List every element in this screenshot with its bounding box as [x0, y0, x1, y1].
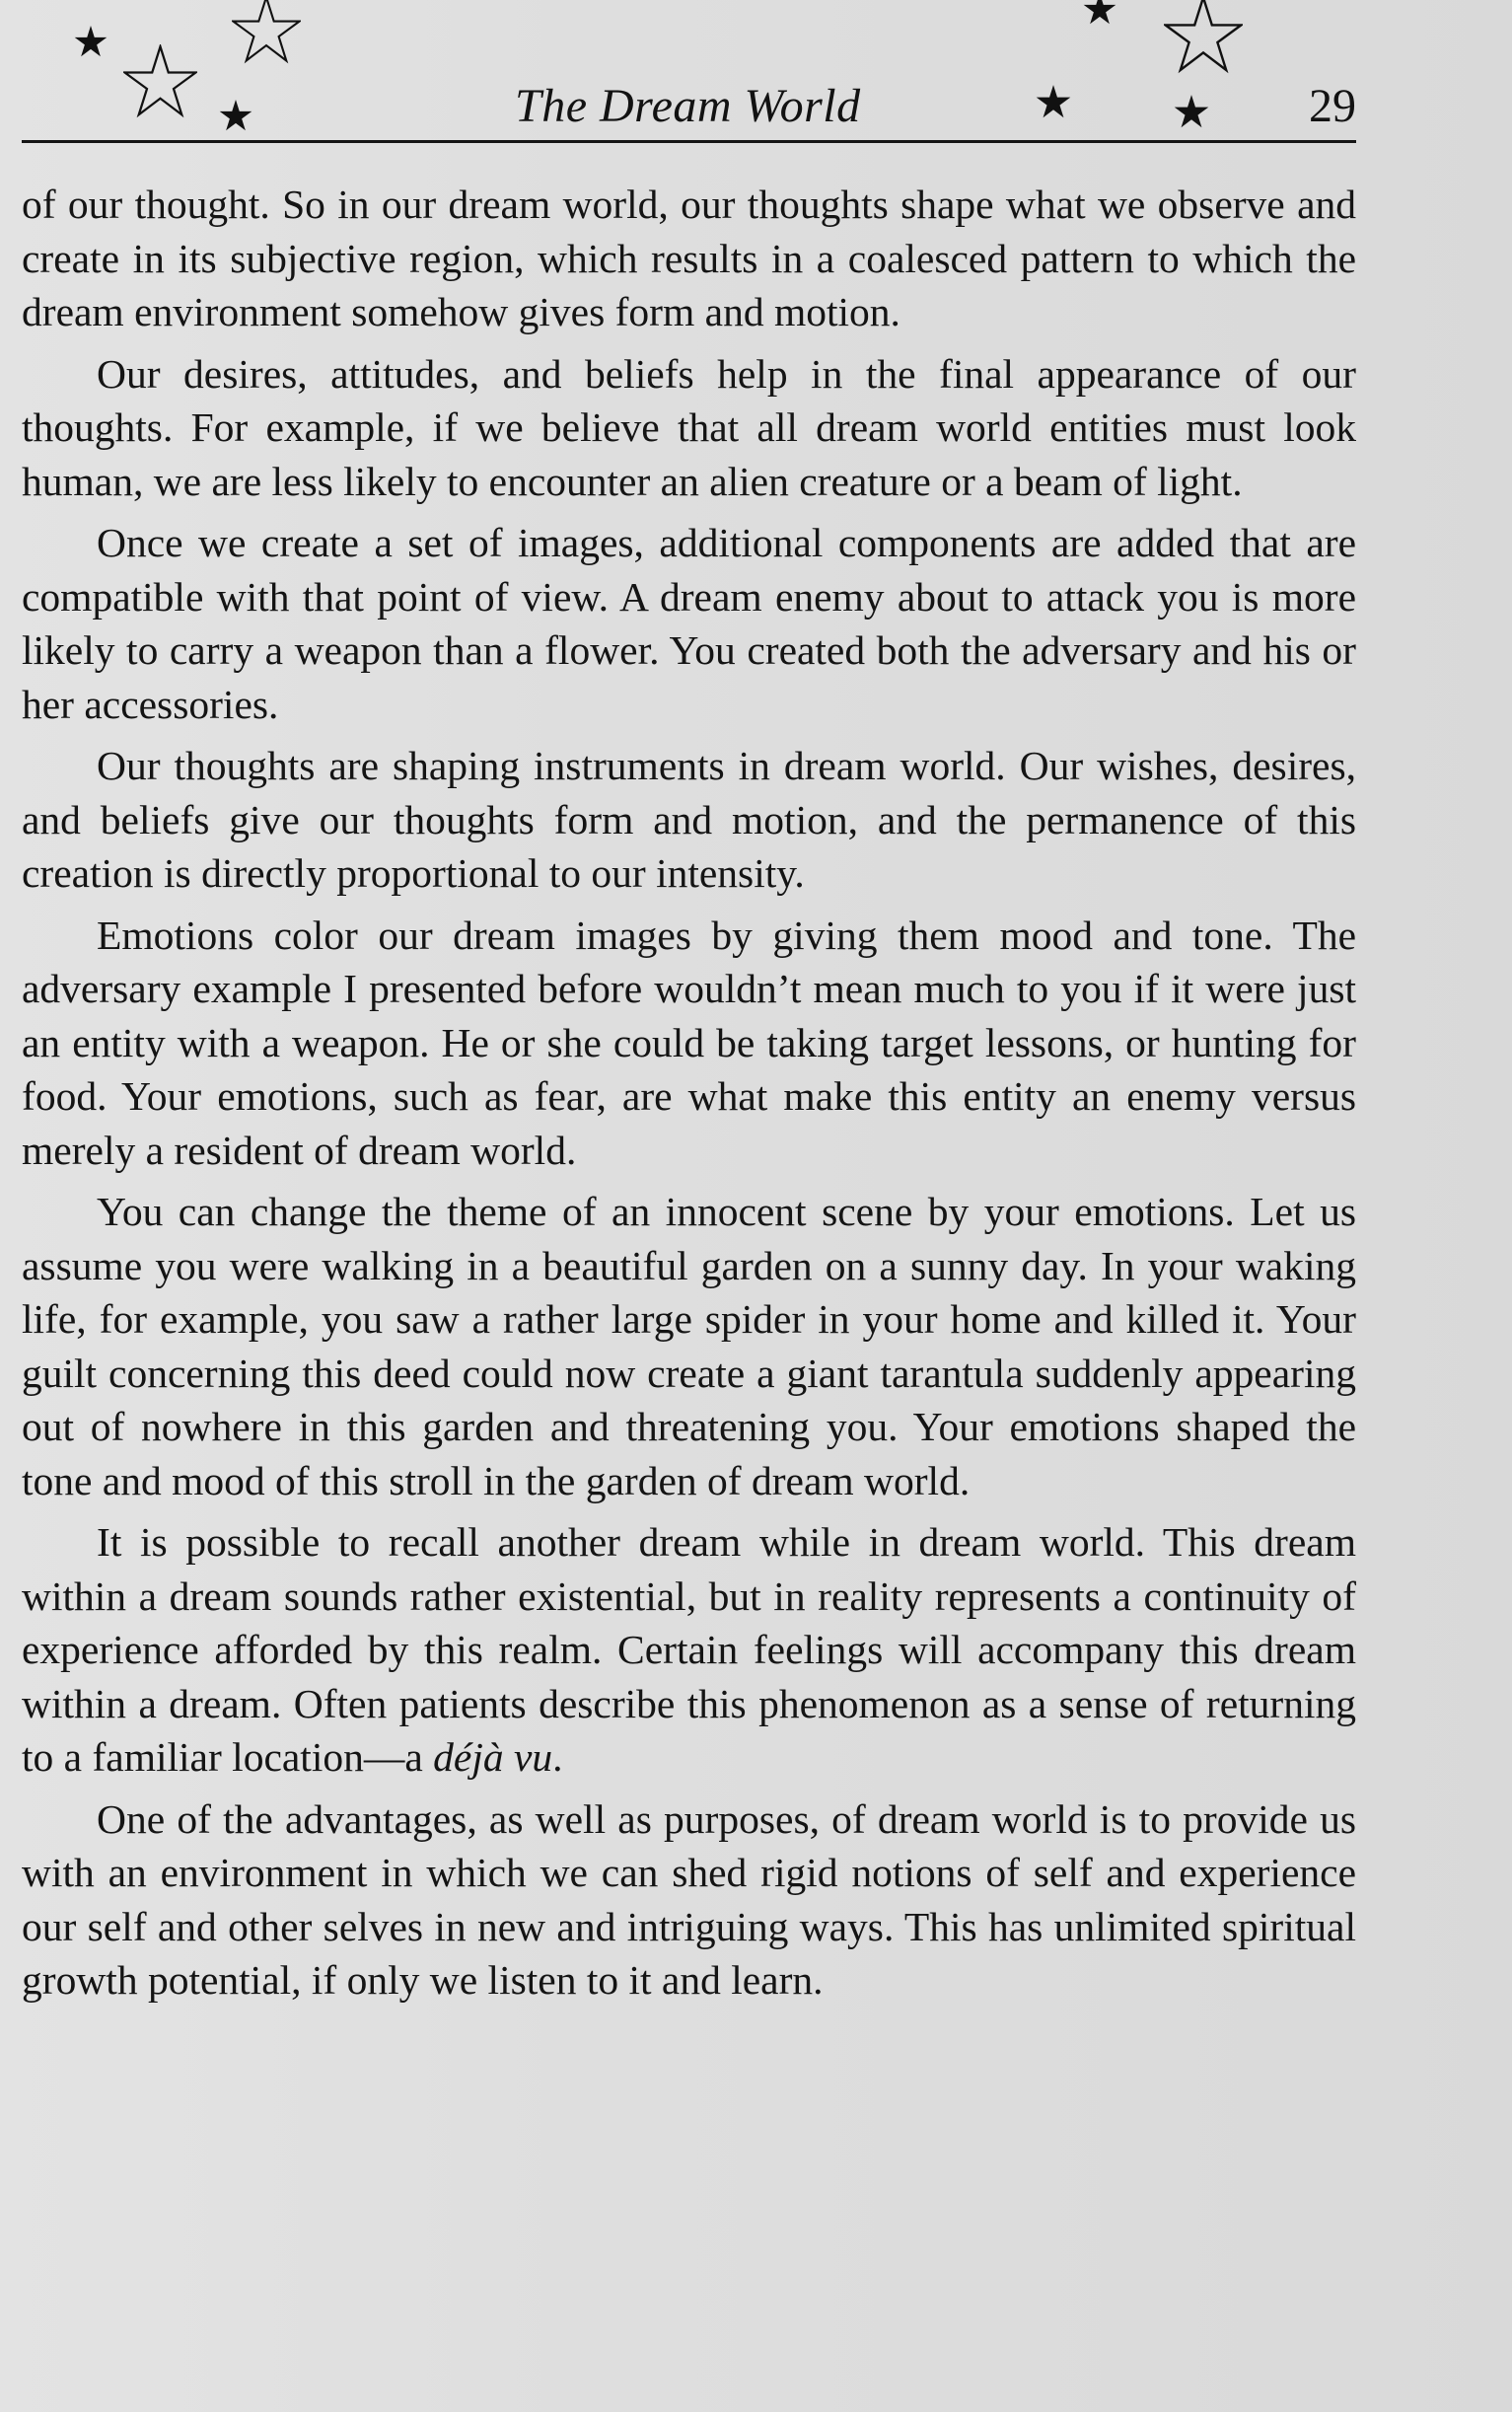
star-icon	[232, 0, 301, 64]
star-icon	[74, 25, 108, 58]
star-icon	[1083, 0, 1116, 26]
paragraph: Once we create a set of images, additional components are added that are compatible with that point of view. A dream enemy about to attack you is more likely to carry a weapon than a flower. You created both the adversary and his or her accessories.	[22, 520, 1356, 727]
paragraph: One of the advantages, as well as purposes, of dream world is to provide us with an environment in which we can shed rigid notions of self and experience our self and other selves in new and intriguing ways. This has unlimited spiritual growth potential, if only we listen to it and learn.	[22, 1795, 1356, 2003]
paragraph: Our desires, attitudes, and beliefs help in the final appearance of our thoughts. For example, if we believe that all dream world entities must look human, we are less likely to encounter an alien creature or a beam of light.	[22, 350, 1356, 504]
body-text	[22, 178, 1356, 2015]
paragraph	[22, 1515, 1356, 1785]
paragraph: of our thought. So in our dream world, our thoughts shape what we observe and create in its subjective region, which results in a coalesced pattern to which the dream environment somehow gives form and motion.	[22, 182, 1356, 334]
paragraph: Our thoughts are shaping instruments in dream world. Our wishes, desires, and beliefs give our thoughts form and motion, and the permanence of this creation is directly proportional to our intensity.	[22, 743, 1356, 896]
paragraph-text: It is possible to recall another dream while in dream world. This dream within a dream sounds rather existential, but in reality represents a continuity of experience afforded by this realm. Certain feelings will accompany this dream within a dream. Often patients describe this phenomenon as a sense of returning to a familiar location—a déjà vu.	[22, 1519, 1356, 1780]
header-rule	[22, 140, 1356, 143]
paragraph: You can change the theme of an innocent scene by your emotions. Let us assume you were walking in a beautiful garden on a sunny day. In your waking life, for example, you saw a rather large spider in your home and killed it. Your guilt concerning this deed could now create a giant tarantula suddenly appearing out of nowhere in this garden and threatening you. Your emotions shaped the tone and mood of this stroll in the garden of dream world.	[22, 1189, 1356, 1503]
paragraph: Emotions color our dream images by giving them mood and tone. The adversary example I presented before wouldn’t mean much to you if it were just an entity with a weapon. He or she could be taking target lessons, or hunting for food. Your emotions, such as fear, are what make this entity an enemy versus merely a resident of dream world.	[22, 912, 1356, 1173]
running-title: The Dream World	[515, 80, 861, 132]
italic-phrase: déjà vu	[433, 1734, 553, 1780]
page-number: 29	[1309, 80, 1356, 132]
running-header	[22, 59, 1356, 148]
